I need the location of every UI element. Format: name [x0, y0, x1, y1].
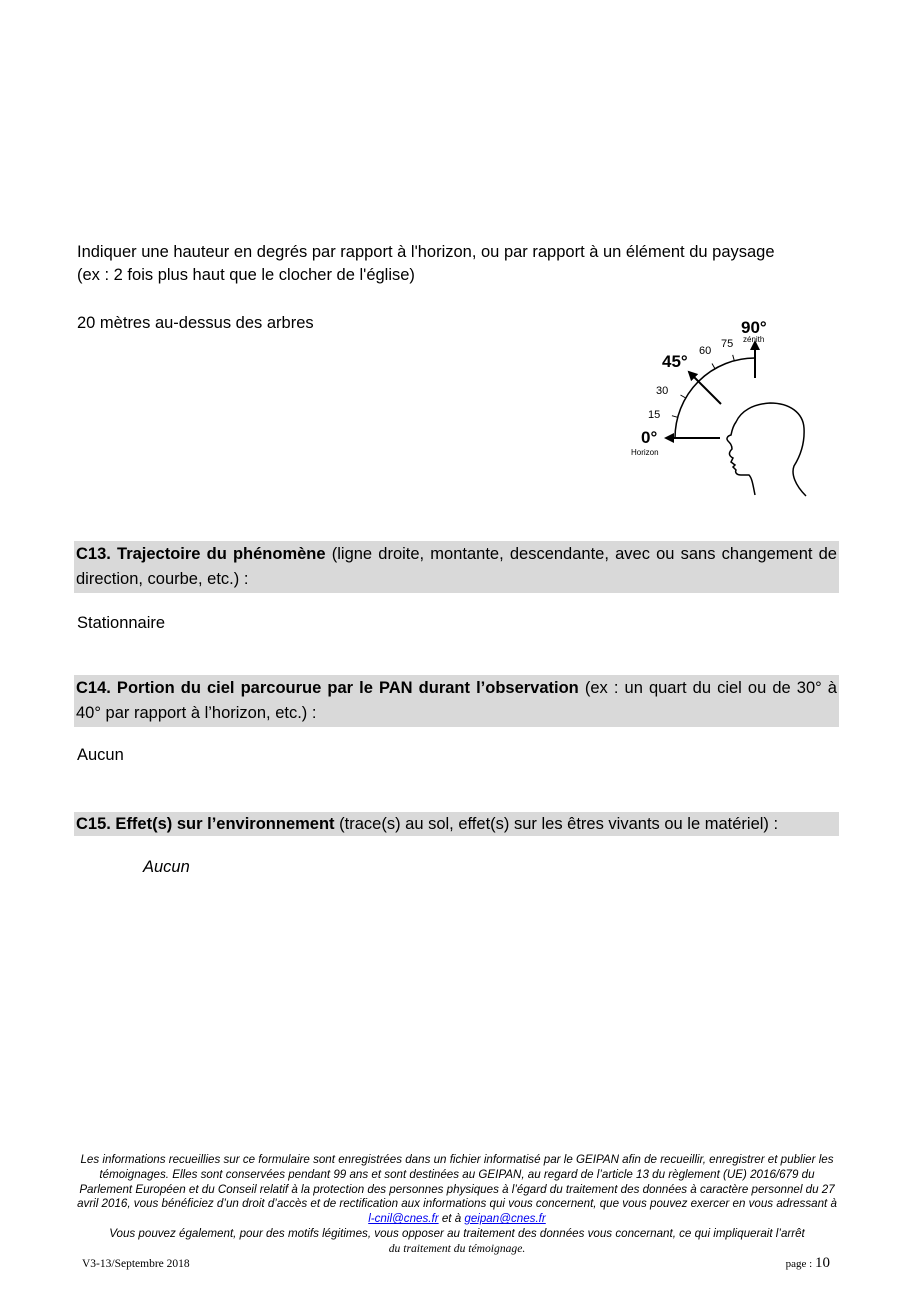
page-number: [786, 1255, 830, 1272]
label-horizon: Horizon: [631, 448, 659, 457]
intro-line-2: (ex : 2 fois plus haut que le clocher de l'église): [77, 266, 415, 284]
c15-heading: C15. Effet(s) sur l’environnement: [76, 815, 335, 833]
tick-30: [681, 395, 686, 398]
c14-header: [74, 675, 839, 727]
label-60: 60: [699, 345, 712, 357]
c14-answer: Aucun: [77, 746, 124, 764]
label-0: 0°: [641, 428, 658, 447]
geipan-email-link[interactable]: geipan@cnes.fr: [464, 1212, 546, 1226]
privacy-text-1: Les informations recueillies sur ce formulaire sont enregistrées dans un fichier informatisé par le GEIPAN afin de recueillir, enregistrer et publier les témoignages. Elles sont conservées pendant 99 ans et sont destinées au GEIPAN, au regard de l’article 13 du règlement (UE) 2016/679 du Parlement Européen et du Conseil relatif à la protection des personnes physiques à l’égard du traitement des données à caractère personnel du 27 avril 2016, vous bénéficiez d’un droit d’accès et de rectification aux informations qui vous concernent, que vous pouvez exercer en vous adressant à: [77, 1153, 837, 1211]
label-30: 30: [656, 385, 669, 397]
c15-header: [74, 812, 839, 836]
tick-75: [733, 355, 735, 361]
intro-line-1: Indiquer une hauteur en degrés par rapport à l'horizon, ou par rapport à un élément du paysage: [77, 243, 775, 261]
label-75: 75: [721, 338, 734, 350]
privacy-text-3: du traitement du témoignage.: [388, 1241, 526, 1255]
privacy-text-2: Vous pouvez également, pour des motifs légitimes, vous opposer au traitement des données vous concernant, ce qui impliquerait l’arrêt: [109, 1226, 805, 1240]
version-label: V3-13/Septembre 2018: [82, 1258, 190, 1270]
arrow-45: [689, 372, 721, 404]
tick-60: [712, 364, 715, 369]
c14-description: (ex : un quart du ciel ou de 30° à 40° par rapport à l’horizon, etc.) :: [76, 679, 837, 722]
c15-answer: Aucun: [143, 858, 190, 876]
cnil-email-link[interactable]: l-cnil@cnes.fr: [368, 1212, 439, 1226]
c13-description: (ligne droite, montante, descendante, avec ou sans changement de direction, courbe, etc.) :: [76, 545, 837, 588]
page-number-value: 10: [815, 1255, 830, 1271]
label-zenith: zénith: [743, 335, 765, 344]
height-answer: 20 mètres au-dessus des arbres: [77, 314, 314, 332]
intro-instruction: [77, 241, 837, 287]
privacy-notice: [76, 1153, 838, 1257]
label-45: 45°: [662, 352, 688, 371]
label-90: 90°: [741, 318, 767, 337]
page-label: page :: [785, 1258, 815, 1270]
c14-heading: C14. Portion du ciel parcourue par le PAN durant l’observation: [76, 679, 579, 697]
c13-header: [74, 541, 839, 593]
elevation-diagram: [625, 310, 820, 502]
label-15: 15: [648, 409, 661, 421]
c15-description: (trace(s) au sol, effet(s) sur les êtres vivants ou le matériel) :: [334, 815, 779, 833]
c13-answer: Stationnaire: [77, 614, 166, 632]
c13-heading: C13. Trajectoire du phénomène: [76, 545, 326, 563]
tick-15: [672, 416, 678, 418]
privacy-and: et à: [438, 1212, 465, 1226]
head-profile-icon: [727, 403, 806, 496]
